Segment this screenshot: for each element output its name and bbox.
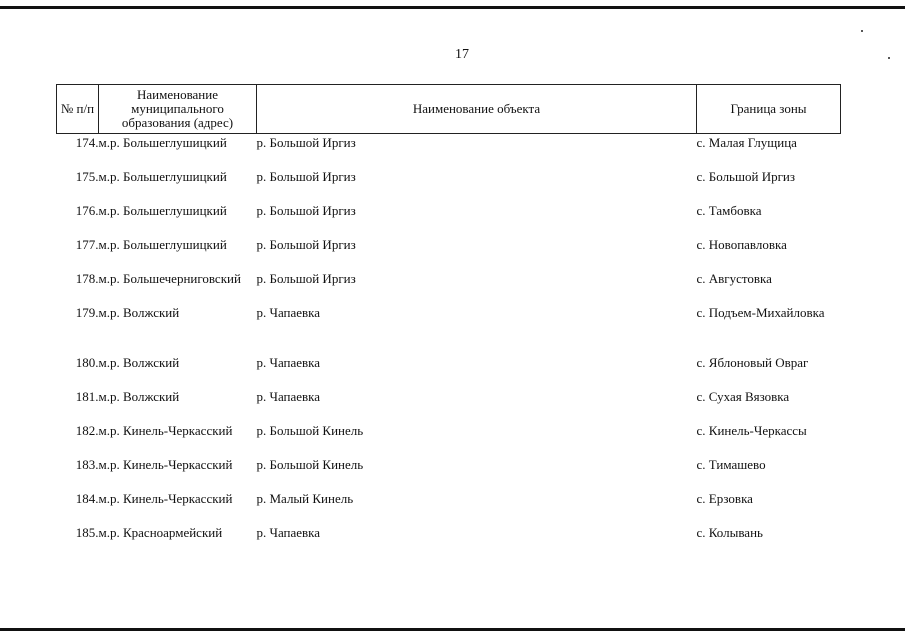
row-zone: с. Новопавловка bbox=[696, 237, 787, 252]
row-zone: с. Августовка bbox=[696, 271, 772, 286]
row-object: р. Большой Иргиз bbox=[256, 203, 356, 218]
table-row bbox=[57, 388, 841, 422]
table-row bbox=[57, 236, 841, 270]
row-zone: с. Яблоновый Овраг bbox=[696, 355, 809, 370]
row-object: р. Чапаевка bbox=[256, 389, 321, 404]
row-num: 176. bbox=[75, 203, 99, 218]
page-number: 17 bbox=[455, 47, 469, 62]
scan-speck bbox=[861, 30, 863, 32]
row-object: р. Малый Кинель bbox=[256, 491, 354, 506]
bottom-scan-border bbox=[0, 628, 905, 631]
row-object: р. Большой Иргиз bbox=[256, 237, 356, 252]
table-row bbox=[57, 202, 841, 236]
row-num: 181. bbox=[75, 389, 99, 404]
scan-speck bbox=[888, 57, 890, 59]
row-num: 174. bbox=[75, 135, 99, 150]
row-zone: с. Подъем-Михайловка bbox=[696, 305, 825, 320]
row-municipality: м.р. Волжский bbox=[98, 355, 180, 370]
row-zone: с. Тимашево bbox=[696, 457, 766, 472]
row-num: 182. bbox=[75, 423, 99, 438]
row-zone: с. Тамбовка bbox=[696, 203, 762, 218]
row-num: 185. bbox=[75, 525, 99, 540]
zones-table bbox=[56, 84, 841, 558]
header-zone: Граница зоны bbox=[697, 85, 841, 134]
row-municipality: м.р. Волжский bbox=[98, 305, 180, 320]
row-zone: с. Сухая Вязовка bbox=[696, 389, 790, 404]
row-object: р. Чапаевка bbox=[256, 305, 321, 320]
row-object: р. Большой Кинель bbox=[256, 423, 364, 438]
row-zone: с. Ерзовка bbox=[696, 491, 753, 506]
table-row bbox=[57, 456, 841, 490]
table-row bbox=[57, 168, 841, 202]
row-object: р. Большой Кинель bbox=[256, 457, 364, 472]
table-row bbox=[57, 354, 841, 388]
header-object: Наименование объекта bbox=[257, 85, 697, 134]
row-zone: с. Большой Иргиз bbox=[696, 169, 796, 184]
row-zone: с. Колывань bbox=[696, 525, 763, 540]
row-municipality: м.р. Кинель-Черкасский bbox=[98, 423, 233, 438]
row-num: 184. bbox=[75, 491, 99, 506]
row-num: 177. bbox=[75, 237, 99, 252]
row-object: р. Чапаевка bbox=[256, 525, 321, 540]
row-num: 175. bbox=[75, 169, 99, 184]
table-header-row bbox=[57, 85, 841, 134]
table-row bbox=[57, 422, 841, 456]
header-municipality: Наименование муниципального образования (адрес) bbox=[99, 85, 257, 134]
row-num: 178. bbox=[75, 271, 99, 286]
row-num: 179. bbox=[75, 305, 99, 320]
row-municipality: м.р. Кинель-Черкасский bbox=[98, 491, 233, 506]
row-object: р. Большой Иргиз bbox=[256, 169, 356, 184]
row-municipality: м.р. Большечерниговский bbox=[98, 271, 241, 286]
row-municipality: м.р. Красноармейский bbox=[98, 525, 223, 540]
row-num: 180. bbox=[75, 355, 99, 370]
row-object: р. Большой Иргиз bbox=[256, 135, 356, 150]
table-row bbox=[57, 270, 841, 304]
table-row bbox=[57, 490, 841, 524]
row-object: р. Большой Иргиз bbox=[256, 271, 356, 286]
row-object: р. Чапаевка bbox=[256, 355, 321, 370]
row-num: 183. bbox=[75, 457, 99, 472]
row-municipality: м.р. Большеглушицкий bbox=[98, 203, 227, 218]
table-row bbox=[57, 524, 841, 558]
row-municipality: м.р. Кинель-Черкасский bbox=[98, 457, 233, 472]
row-municipality: м.р. Волжский bbox=[98, 389, 180, 404]
table-row bbox=[57, 134, 841, 169]
row-zone: с. Кинель-Черкассы bbox=[696, 423, 807, 438]
row-municipality: м.р. Большеглушицкий bbox=[98, 135, 227, 150]
row-municipality: м.р. Большеглушицкий bbox=[98, 169, 227, 184]
row-municipality: м.р. Большеглушицкий bbox=[98, 237, 227, 252]
header-num: № п/п bbox=[57, 85, 99, 134]
table-row bbox=[57, 304, 841, 354]
row-zone: с. Малая Глущица bbox=[696, 135, 797, 150]
top-scan-border bbox=[0, 6, 905, 9]
